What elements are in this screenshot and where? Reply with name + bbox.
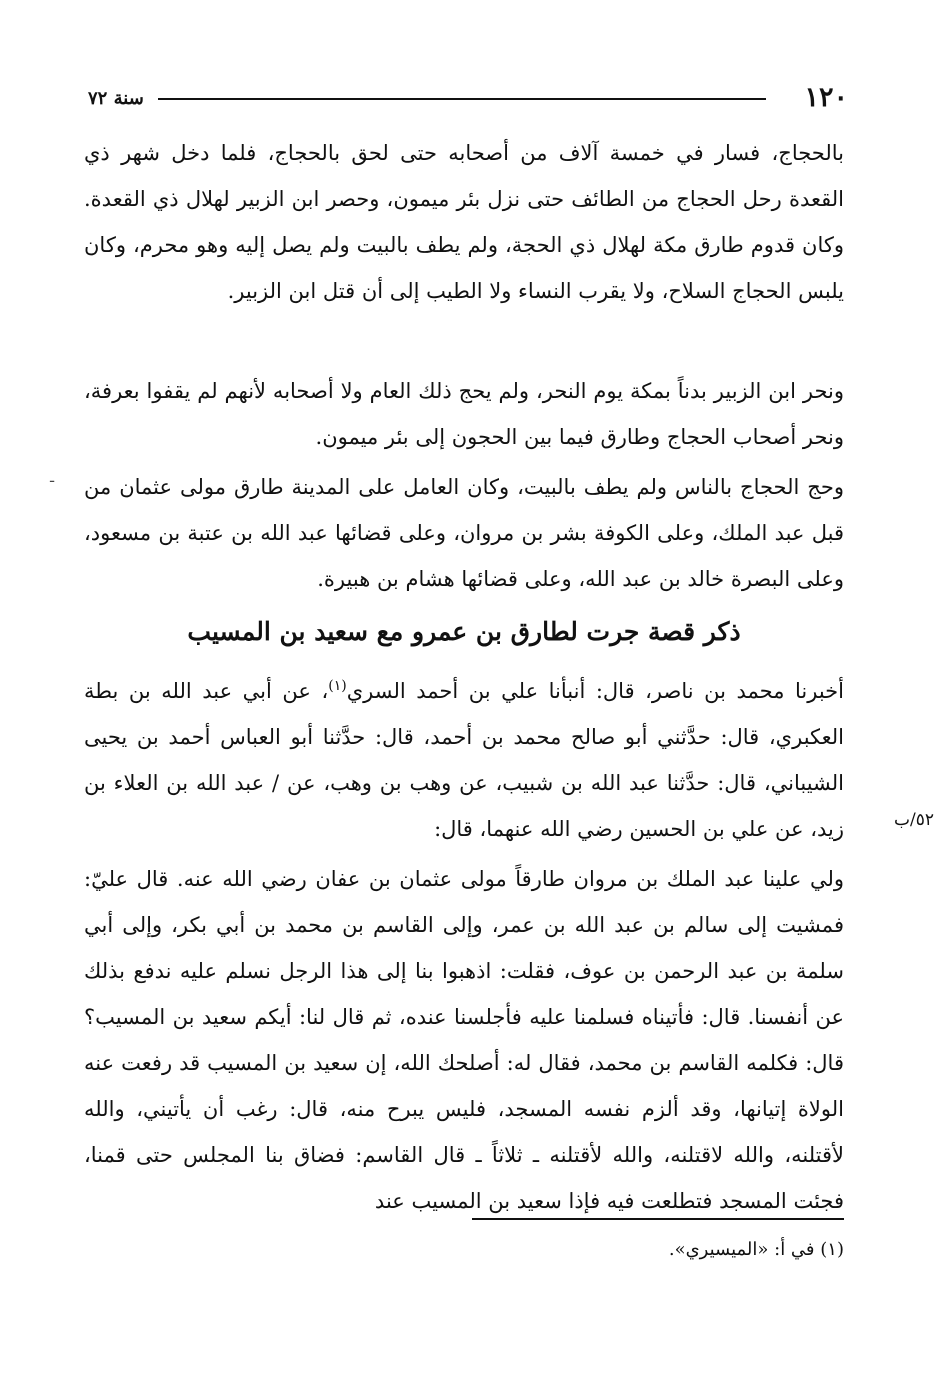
paragraph-3: وحج الحجاج بالناس ولم يطف بالبيت، وكان العامل على المدينة طارق مولى عثمان من قبل عبد الملك، وعلى الكوفة بشر بن مروان، وعلى قضائها عبد الله بن عتبة بن مسعود، وعلى البصرة خالد بن عبد الله، وعلى قضائها هشام بن هبيرة. <box>84 475 844 591</box>
folio-margin-note: ٥٢/ب <box>894 810 934 830</box>
paragraph-2: ونحر ابن الزبير بدناً بمكة يوم النحر، ولم يحج ذلك العام ولا أصحابه لأنهم لم يقفوا بعرفة، ونحر أصحاب الحجاج وطارق فيما بين الحجون إلى بئر ميمون. <box>84 379 844 449</box>
page-number: ١٢٠ <box>804 82 848 113</box>
section-heading: ذكر قصة جرت لطارق بن عمرو مع سعيد بن المسيب <box>187 617 741 646</box>
isnad-text-end: ، عن أبي عبد الله بن بطة العكبري، قال: حدَّثني أبو صالح محمد بن أحمد، قال: حدَّثنا أبو العباس أحمد بن يحيى الشيباني، قال: حدَّثنا عبد الله بن شبيب، عن وهب بن وهب، عن / عبد الله بن العلاء بن زيد، عن علي بن الحسين رضي الله عنهما، قال: <box>84 679 844 841</box>
footnote: (١) في أ: «الميسيري». <box>668 1239 844 1260</box>
isnad-paragraph <box>84 668 844 852</box>
margin-mark: ـ <box>50 470 55 486</box>
year-label: سنة ٧٢ <box>88 88 144 109</box>
story-paragraph: ولي علينا عبد الملك بن مروان طارقاً مولى عثمان بن عفان رضي الله عنه. قال عليّ: فمشيت إلى سالم بن عبد الله بن عمر، وإلى القاسم بن محمد بن أبي بكر، وإلى أبي سلمة بن عبد الرحمن بن عوف، فقلت: اذهبوا بنا إلى هذا الرجل نسلم عليه ندفع بذلك عن أنفسنا. قال: فأتيناه فسلمنا عليه فأجلسنا عنده، ثم قال لنا: أيكم سعيد بن المسيب؟ قال: فكلمه القاسم بن محمد، فقال له: أصلحك الله، إن سعيد بن المسيب قد رفعت عنه الولاة إتيانها، وقد ألزم نفسه المسجد، فليس يبرح منه، قال: رغب أن يأتيني، والله لأقتلنه، والله لاقتلنه، والله لأقتلنه ـ ثلاثاً ـ قال القاسم: فضاق بنا المجلس حتى قمنا، فجئت المسجد فتطلعت فيه فإذا سعيد بن المسيب عند <box>84 867 844 1213</box>
isnad-text-start: أخبرنا محمد بن ناصر، قال: أنبأنا علي بن أحمد السري <box>346 679 844 703</box>
paragraph-1: بالحجاج، فسار في خمسة آلاف من أصحابه حتى لحق بالحجاج، فلما دخل شهر ذي القعدة رحل الحجاج من الطائف حتى نزل بئر ميمون، وحصر ابن الزبير لهلال ذي القعدة. وكان قدوم طارق مكة لهلال ذي الحجة، ولم يطف بالبيت ولم يصل إليه وهو محرم، وكان يلبس الحجاج السلاح، ولا يقرب النساء ولا الطيب إلى أن قتل ابن الزبير. <box>84 141 844 303</box>
header-rule <box>158 98 766 100</box>
footnote-reference[interactable]: (١) <box>328 678 347 694</box>
footnote-rule <box>472 1218 844 1220</box>
running-head <box>88 82 848 122</box>
